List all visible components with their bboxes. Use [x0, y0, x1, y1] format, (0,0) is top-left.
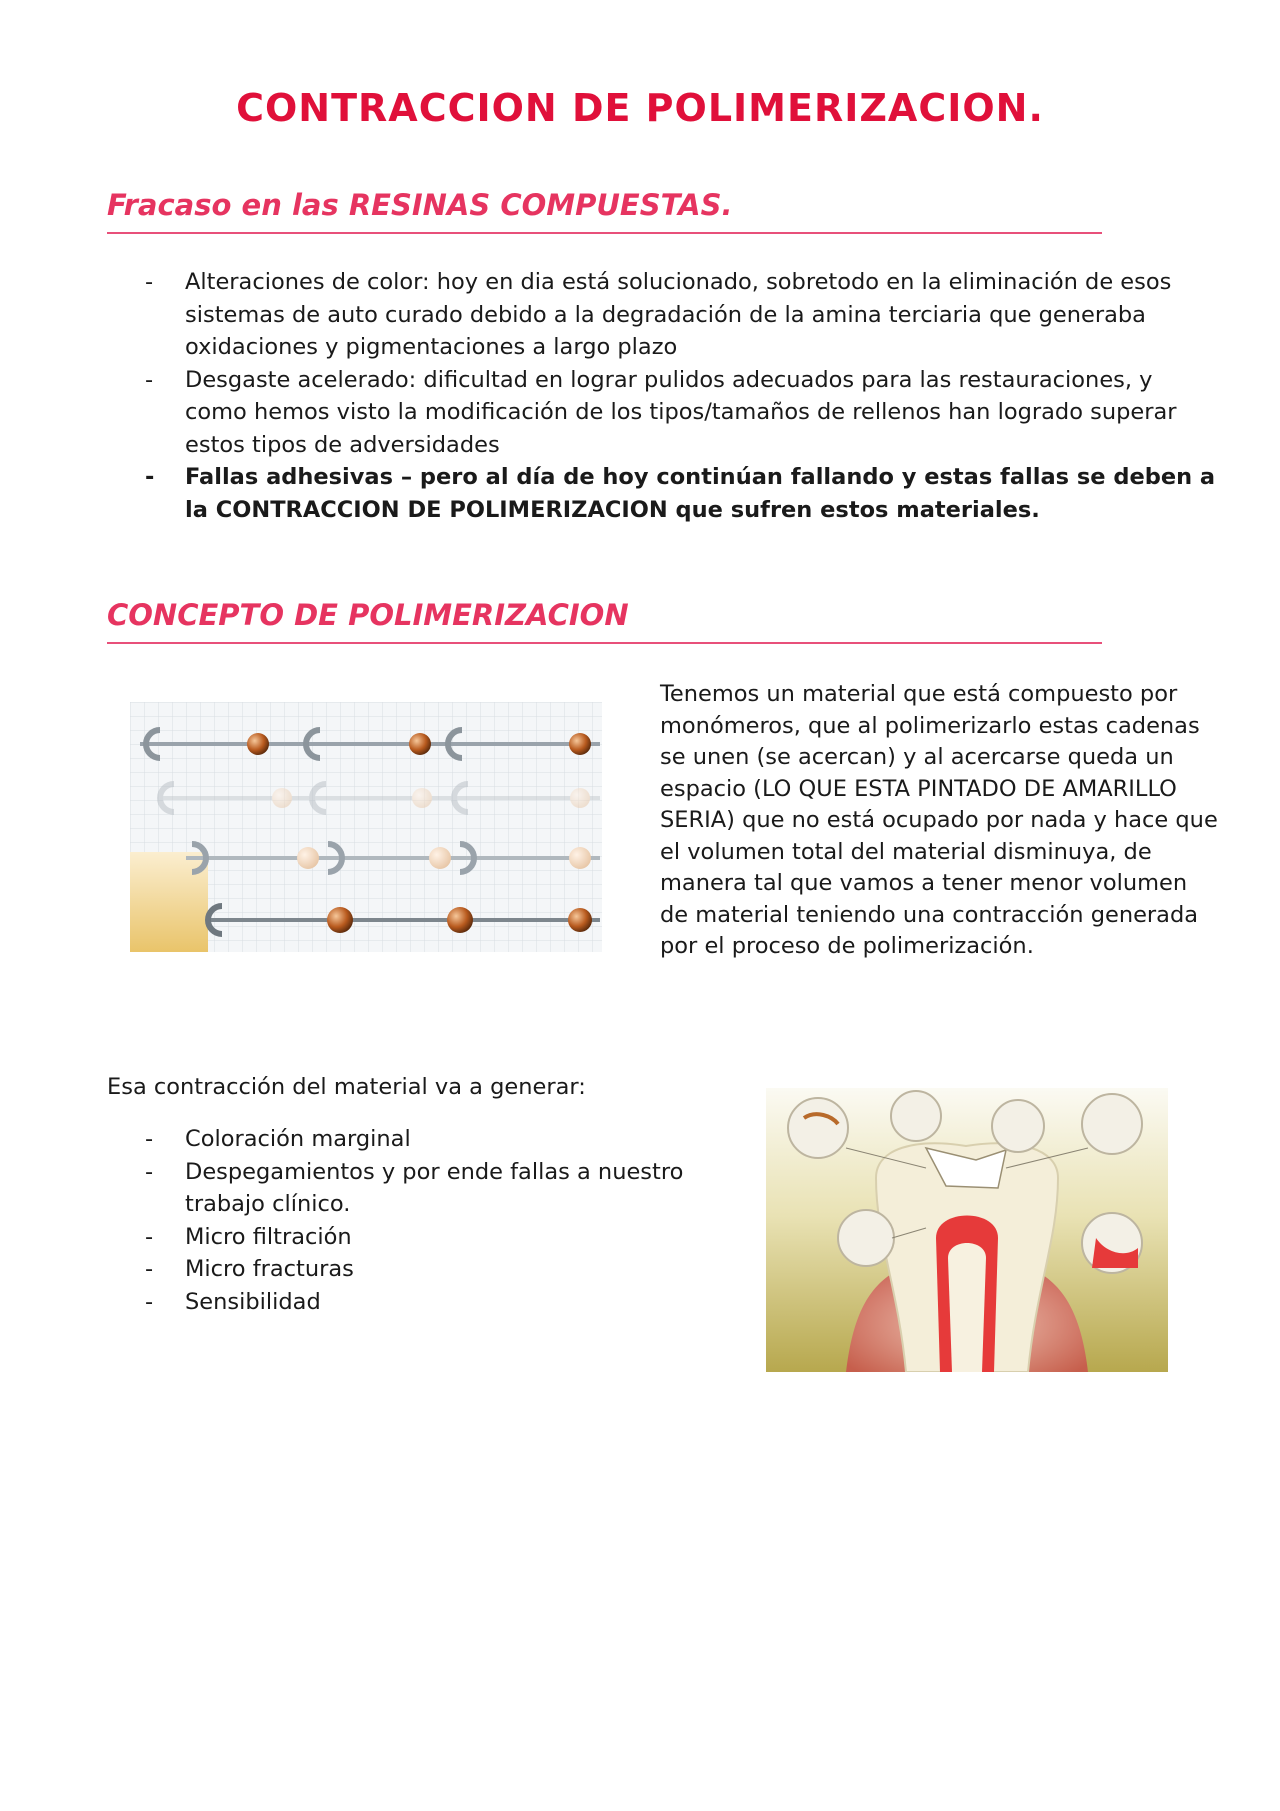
section-heading-concepto: CONCEPTO DE POLIMERIZACION — [107, 598, 1102, 644]
list-item: - Despegamientos y por ende fallas a nuestro trabajo clínico. — [107, 1156, 747, 1221]
effects-lead: Esa contracción del material va a generar: — [107, 1074, 586, 1100]
tooth-cross-section-illustration — [766, 1088, 1168, 1372]
polymer-chain-illustration — [130, 702, 602, 952]
bullet-dash: - — [145, 1158, 154, 1185]
list-item: - Sensibilidad — [107, 1286, 747, 1319]
page-title: CONTRACCION DE POLIMERIZACION. — [236, 86, 1044, 130]
bullet-dash: - — [145, 366, 154, 393]
list-item: - Alteraciones de color: hoy en dia está solucionado, sobretodo en la eliminación de esos sistemas de auto curado debido a la degradación de la amina terciaria que generaba oxidaciones y pigmentaciones a largo plazo — [107, 266, 1217, 364]
list-item: - Fallas adhesivas – pero al día de hoy continúan fallando y estas fallas se deben a la CONTRACCION DE POLIMERIZACION que sufren estos materiales. — [107, 461, 1217, 526]
effects-list — [107, 1123, 747, 1318]
bullet-dash: - — [145, 1126, 154, 1152]
list-item: - Coloración marginal — [107, 1123, 747, 1156]
list-item: - Micro fracturas — [107, 1253, 747, 1286]
bullet-dash: - — [145, 1256, 154, 1282]
list-item: - Micro filtración — [107, 1221, 747, 1254]
bullet-dash: - — [145, 1223, 154, 1250]
list-item: - Desgaste acelerado: dificultad en lograr pulidos adecuados para las restauraciones, y como hemos visto la modificación de los tipos/tamaños de rellenos han logrado superar estos tipos de adversidades — [107, 364, 1217, 462]
failure-list — [107, 266, 1217, 526]
concept-paragraph: Tenemos un material que está compuesto por monómeros, que al polimerizarlo estas cadenas se unen (se acercan) y al acercarse queda un espacio (LO QUE ESTA PINTADO DE AMARILLO SERIA) que no está ocupado por nada y hace que el volumen total del material disminuya, de manera tal que vamos a tener menor volumen de material teniendo una contracción generada por el proceso de polimerización. — [660, 681, 1218, 959]
bullet-dash: - — [145, 1288, 154, 1315]
section-heading-fracaso: Fracaso en las RESINAS COMPUESTAS. — [107, 188, 1102, 234]
bullet-dash: - — [145, 269, 154, 295]
bullet-dash: - — [145, 464, 155, 490]
